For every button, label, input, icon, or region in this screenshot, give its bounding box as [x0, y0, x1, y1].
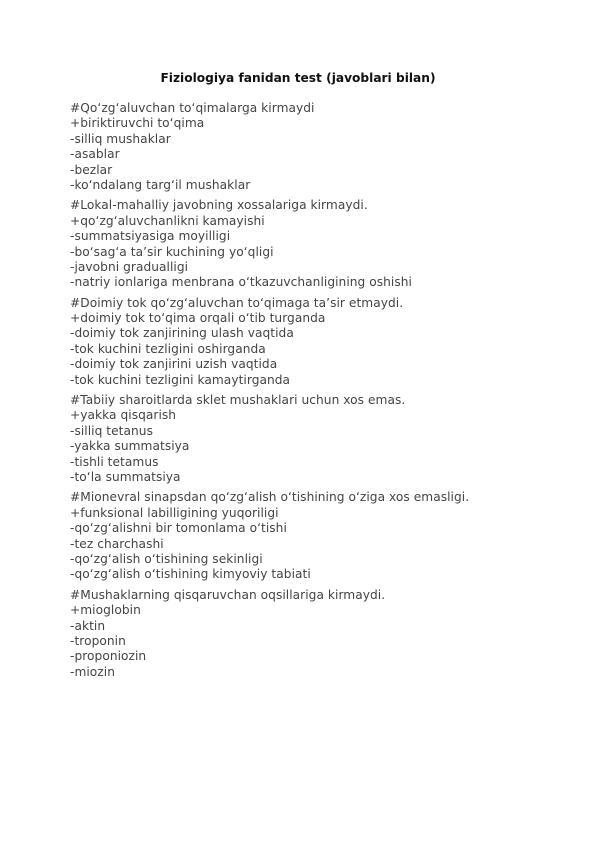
answer-option: -doimiy tok zanjirini uzish vaqtida: [70, 357, 278, 372]
answer-option: -doimiy tok zanjirining ulash vaqtida: [70, 326, 294, 341]
answer-option: -troponin: [70, 633, 126, 648]
document-title: Fiziologiya fanidan test (javoblari bilan): [160, 71, 436, 85]
answer-option: -asablar: [70, 147, 120, 162]
correct-answer: +qo‘zg‘aluvchanlikni kamayishi: [70, 213, 265, 228]
correct-answer: +funksional labilligining yuqoriligi: [70, 505, 279, 520]
answer-option: -proponiozin: [70, 649, 147, 664]
question-text: #Tabiiy sharoitlarda sklet mushaklari uchun xos emas.: [70, 393, 406, 408]
correct-answer: +yakka qisqarish: [70, 408, 177, 423]
test-content: [70, 101, 540, 685]
question-text: #Doimiy tok qo‘zg‘aluvchan to‘qimaga ta’sir etmaydi.: [70, 295, 404, 310]
answer-option: -silliq mushaklar: [70, 131, 171, 146]
answer-option: -qo‘zg‘alish o‘tishining kimyoviy tabiati: [70, 567, 311, 582]
answer-option: -ko‘ndalang targ‘il mushaklar: [70, 177, 251, 192]
question-block-6: [70, 588, 540, 680]
question-block-2: [70, 198, 540, 290]
question-block-3: [70, 296, 540, 388]
answer-option: -javobni gradualligi: [70, 259, 189, 274]
answer-option: -aktin: [70, 618, 106, 633]
answer-option: -natriy ionlariga menbrana o‘tkazuvchanligining oshishi: [70, 275, 412, 290]
answer-option: -tok kuchini tezligini kamaytirganda: [70, 372, 291, 387]
answer-option: -yakka summatsiya: [70, 439, 190, 454]
question-block-4: [70, 393, 540, 485]
answer-option: -summatsiyasiga moyilligi: [70, 229, 231, 244]
question-block-5: [70, 490, 540, 582]
answer-option: -bo‘sag‘a ta’sir kuchining yo‘qligi: [70, 244, 274, 259]
answer-option: -miozin: [70, 664, 115, 679]
correct-answer: +biriktiruvchi to‘qima: [70, 116, 205, 131]
question-text: #Mushaklarning qisqaruvchan oqsillariga kirmaydi.: [70, 587, 386, 602]
question-text: #Qo‘zg‘aluvchan to‘qimalarga kirmaydi: [70, 101, 315, 115]
correct-answer: +mioglobin: [70, 603, 141, 618]
answer-option: -qo‘zg‘alishni bir tomonlama o‘tishi: [70, 521, 287, 536]
answer-option: -tez charchashi: [70, 536, 164, 551]
question-text: #Mionevral sinapsdan qo‘zg‘alish o‘tishining o‘ziga xos emasligi.: [70, 490, 470, 505]
correct-answer: +doimiy tok to‘qima orqali o‘tib turganda: [70, 311, 326, 326]
answer-option: -tok kuchini tezligini oshirganda: [70, 341, 266, 356]
answer-option: -qo‘zg‘alish o‘tishining sekinligi: [70, 551, 263, 566]
answer-option: -tishli tetamus: [70, 454, 159, 469]
answer-option: -bezlar: [70, 162, 113, 177]
answer-option: -to‘la summatsiya: [70, 469, 181, 484]
answer-option: -silliq tetanus: [70, 423, 153, 438]
question-block-1: [70, 101, 540, 193]
question-text: #Lokal-mahalliy javobning xossalariga kirmaydi.: [70, 198, 368, 213]
